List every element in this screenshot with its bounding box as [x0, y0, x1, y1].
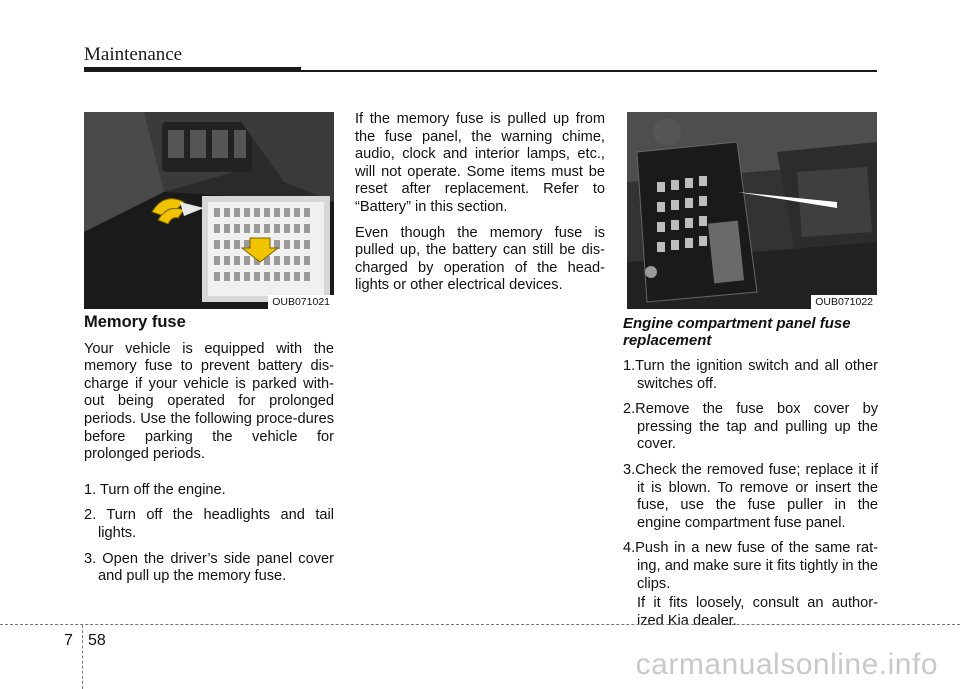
memory-fuse-step: 2. Turn off the headlights and tail lights.: [84, 507, 334, 541]
chapter-number: 7: [64, 632, 73, 649]
left-photo-caption: OUB071021: [268, 295, 334, 309]
header-rule-thin: [301, 70, 877, 72]
memory-fuse-illustration: [84, 112, 334, 309]
right-photo-caption: OUB071022: [811, 295, 877, 309]
header-title: Maintenance: [84, 44, 183, 65]
column-1: [84, 314, 334, 594]
engine-fuse-step: 1.Turn the ignition switch and all other switches off.: [623, 358, 878, 392]
watermark: carmanualsonline.info: [635, 648, 938, 681]
footer-vertical-rule: [82, 625, 83, 689]
memory-fuse-photo: [84, 112, 334, 309]
engine-fuse-note: If it fits loosely, consult an author-ized Kia dealer.: [637, 595, 878, 629]
memory-fuse-intro: Your vehicle is equipped with the memory fuse to prevent battery dis-charge if your vehicle is parked with-out being operated for prolonged periods. Use the following proce-dures before parking the vehicle for prolonged periods.: [84, 340, 334, 463]
engine-fuse-heading: Engine compartment panel fuse replacement: [623, 315, 851, 349]
engine-fuse-photo: [627, 112, 877, 309]
memory-fuse-heading: Memory fuse: [84, 313, 186, 331]
header-rule-thick: [84, 67, 301, 72]
engine-fuse-illustration: [627, 112, 877, 309]
engine-fuse-step: 3.Check the removed fuse; replace it if it is blown. To remove or insert the fuse, use the fuse puller in the engine compartment fuse panel.: [623, 461, 878, 531]
column-2: [355, 111, 605, 303]
memory-fuse-step: 1. Turn off the engine.: [84, 481, 226, 498]
engine-fuse-step: 4.Push in a new fuse of the same rat-ing, and make sure it fits tightly in the clips.: [623, 540, 878, 592]
footer-dashed-rule: [0, 624, 960, 625]
page-number: 58: [88, 632, 106, 649]
memory-fuse-note-1: If the memory fuse is pulled up from the fuse panel, the warning chime, audio, clock and interior lamps, etc., will not operate. Some items must be reset after replacement. Refer to “Battery” in this section.: [355, 111, 605, 215]
memory-fuse-note-2: Even though the memory fuse is pulled up, the battery can still be dis-charged by operation of the head-lights or other electrical devices.: [355, 224, 605, 294]
engine-fuse-step: 2.Remove the fuse box cover by pressing the tap and pulling up the cover.: [623, 401, 878, 453]
column-3: [623, 315, 878, 638]
memory-fuse-step: 3. Open the driver’s side panel cover and pull up the memory fuse.: [84, 550, 334, 585]
